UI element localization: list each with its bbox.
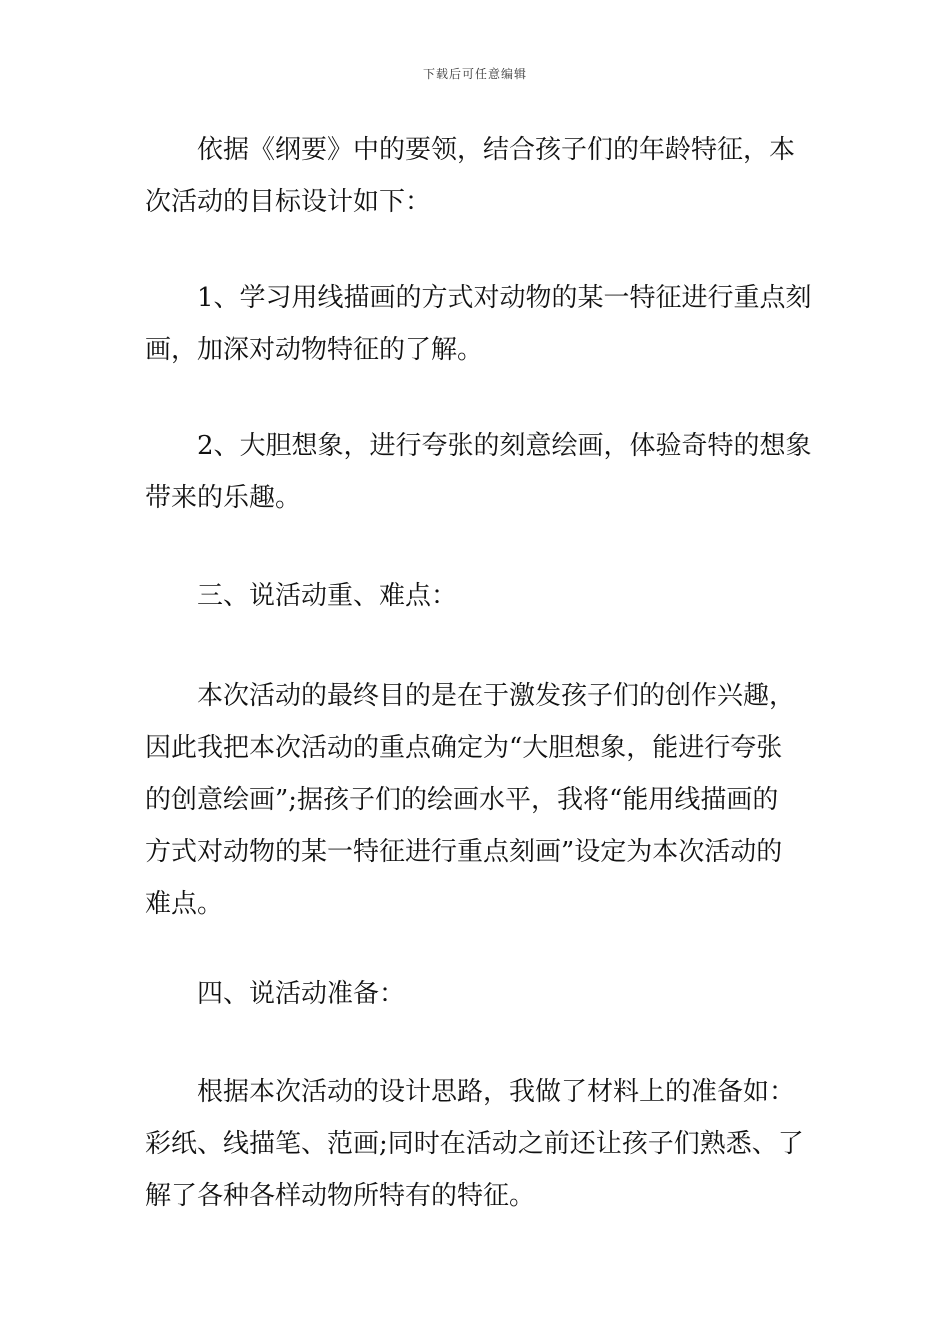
text-line: 彩纸、线描笔、范画;同时在活动之前还让孩子们熟悉、了	[145, 1129, 804, 1159]
text-line: 1、学习用线描画的方式对动物的某一特征进行重点刻	[197, 283, 812, 313]
text-line: 2、大胆想象，进行夸张的刻意绘画，体验奇特的想象	[197, 431, 812, 461]
text-line: 本次活动的最终目的是在于激发孩子们的创作兴趣，	[197, 681, 796, 711]
text-line: 因此我把本次活动的重点确定为“大胆想象，能进行夸张	[145, 733, 783, 763]
text-line: 解了各种各样动物所特有的特征。	[145, 1181, 536, 1211]
paragraph-preparation	[145, 1066, 810, 1222]
text-line: 带来的乐趣。	[145, 483, 302, 513]
section-heading-key-points	[145, 570, 810, 622]
text-line: 画，加深对动物特征的了解。	[145, 335, 484, 365]
text-line: 根据本次活动的设计思路，我做了材料上的准备如：	[197, 1077, 796, 1107]
text-line: 方式对动物的某一特征进行重点刻画”设定为本次活动的	[145, 837, 783, 867]
paragraph-key-points	[145, 670, 810, 930]
section-heading: 四、说活动准备：	[197, 979, 406, 1009]
text-line: 次活动的目标设计如下：	[145, 187, 432, 217]
paragraph-objective-1	[145, 272, 810, 376]
text-line: 难点。	[145, 889, 224, 919]
text-line: 的创意绘画”;据孩子们的绘画水平，我将“能用线描画的	[145, 785, 779, 815]
paragraph-objective-2	[145, 420, 810, 524]
section-heading-preparation	[145, 968, 810, 1020]
paragraph-objectives-intro	[145, 124, 810, 228]
section-heading: 三、说活动重、难点：	[197, 581, 458, 611]
header-note: 下载后可任意编辑	[422, 67, 527, 81]
text-line: 依据《纲要》中的要领，结合孩子们的年龄特征，本	[197, 135, 796, 165]
